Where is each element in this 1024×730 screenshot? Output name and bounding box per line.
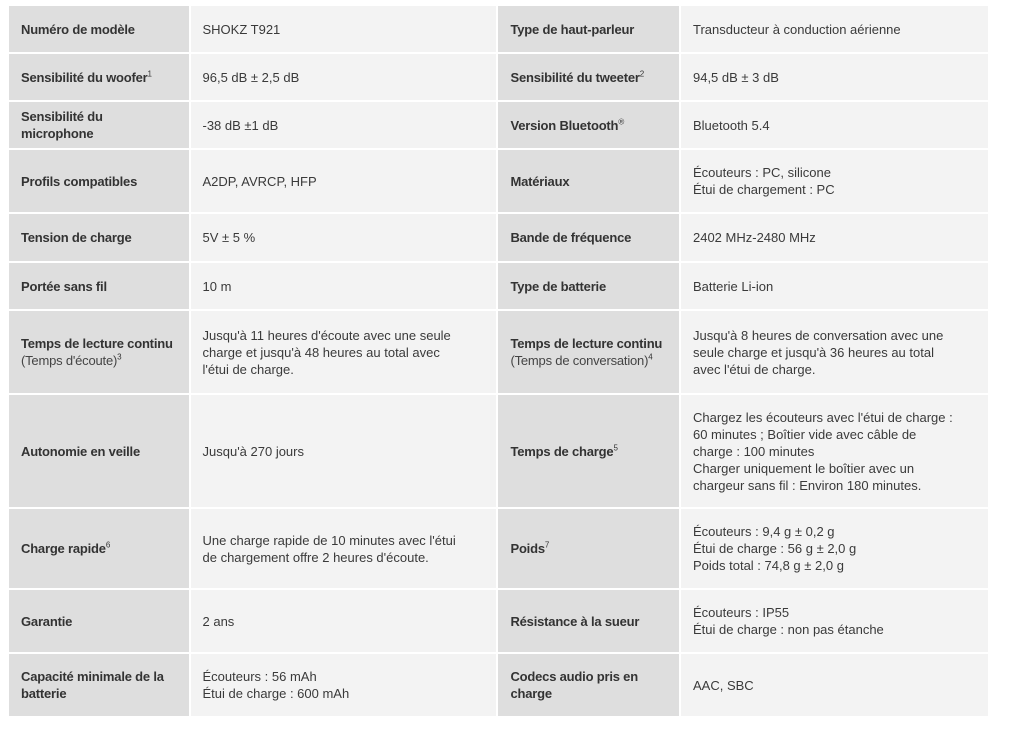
spec-row <box>9 311 988 393</box>
spec-value: 2402 MHz-2480 MHz <box>681 214 988 261</box>
spec-row <box>9 54 988 100</box>
spec-row <box>9 150 988 212</box>
spec-value: Écouteurs : 56 mAh Étui de charge : 600 mAh <box>191 654 497 716</box>
spec-value: 2 ans <box>191 590 497 652</box>
spec-value: Écouteurs : IP55 Étui de charge : non pas étanche <box>681 590 988 652</box>
spec-label: Garantie <box>9 590 189 652</box>
spec-value: Écouteurs : 9,4 g ± 0,2 g Étui de charge : 56 g ± 2,0 g Poids total : 74,8 g ± 2,0 g <box>681 509 988 588</box>
footnote-marker: 5 <box>613 443 618 453</box>
spec-label: Sensibilité du woofer$^1$ <box>9 54 189 100</box>
spec-row <box>9 263 988 309</box>
spec-label: Temps de lecture continu (Temps de conversation)$^4$ <box>498 311 679 393</box>
spec-row <box>9 6 988 52</box>
spec-value: A2DP, AVRCP, HFP <box>191 150 497 212</box>
spec-value: Une charge rapide de 10 minutes avec l'étui de chargement offre 2 heures d'écoute. <box>191 509 497 588</box>
spec-label-sub: (Temps de conversation) <box>510 353 649 368</box>
spec-label: Temps de charge$^5$ <box>498 395 679 507</box>
spec-row <box>9 102 988 148</box>
spec-label: Temps de lecture continu (Temps d'écoute)$^3$ <box>9 311 189 393</box>
spec-value: -38 dB ±1 dB <box>191 102 497 148</box>
footnote-marker: 4 <box>648 352 653 362</box>
spec-label: Sensibilité du tweeter$^2$ <box>498 54 679 100</box>
spec-label: Version Bluetooth® <box>498 102 679 148</box>
spec-label: Résistance à la sueur <box>498 590 679 652</box>
spec-label: Profils compatibles <box>9 150 189 212</box>
footnote-marker: 1 <box>147 69 152 79</box>
spec-value: Transducteur à conduction aérienne <box>681 6 988 52</box>
spec-label: Sensibilité du microphone <box>9 102 189 148</box>
spec-value: Jusqu'à 270 jours <box>191 395 497 507</box>
spec-label: Charge rapide$^6$ <box>9 509 189 588</box>
spec-value: 10 m <box>191 263 497 309</box>
spec-value: Jusqu'à 8 heures de conversation avec une seule charge et jusqu'à 36 heures au total avec l'étui de charge. <box>681 311 988 393</box>
footnote-marker: 3 <box>117 352 122 362</box>
spec-label: Bande de fréquence <box>498 214 679 261</box>
footnote-marker: 7 <box>544 540 550 550</box>
spec-value: Batterie Li-ion <box>681 263 988 309</box>
spec-table-body <box>9 6 988 716</box>
spec-value: 5V ± 5 % <box>191 214 497 261</box>
spec-label: Type de haut-parleur <box>498 6 679 52</box>
spec-label: Autonomie en veille <box>9 395 189 507</box>
spec-value: Jusqu'à 11 heures d'écoute avec une seule charge et jusqu'à 48 heures au total avec l'étui de charge. <box>191 311 497 393</box>
spec-label: Capacité minimale de la batterie <box>9 654 189 716</box>
spec-label-sub: (Temps d'écoute) <box>21 353 118 368</box>
spec-table <box>7 4 990 718</box>
spec-row <box>9 654 988 716</box>
spec-value: Écouteurs : PC, silicone Étui de chargement : PC <box>681 150 988 212</box>
spec-label: Numéro de modèle <box>9 6 189 52</box>
spec-row <box>9 590 988 652</box>
spec-value: AAC, SBC <box>681 654 988 716</box>
spec-label: Portée sans fil <box>9 263 189 309</box>
spec-label: Type de batterie <box>498 263 679 309</box>
footnote-marker: 6 <box>105 540 111 550</box>
spec-label: Matériaux <box>498 150 679 212</box>
spec-value: Chargez les écouteurs avec l'étui de charge : 60 minutes ; Boîtier vide avec câble de charge : 100 minutes Charger uniquement le boîtier avec un chargeur sans fil : Environ 180 minutes. <box>681 395 988 507</box>
spec-value: SHOKZ T921 <box>191 6 497 52</box>
spec-row <box>9 509 988 588</box>
spec-label: Tension de charge <box>9 214 189 261</box>
spec-row <box>9 395 988 507</box>
spec-value: 96,5 dB ± 2,5 dB <box>191 54 497 100</box>
spec-label: Codecs audio pris en charge <box>498 654 679 716</box>
registered-mark: ® <box>618 117 625 127</box>
spec-row <box>9 214 988 261</box>
spec-label: Poids$^7$ <box>498 509 679 588</box>
spec-value: 94,5 dB ± 3 dB <box>681 54 988 100</box>
footnote-marker: 2 <box>639 69 644 79</box>
spec-value: Bluetooth 5.4 <box>681 102 988 148</box>
